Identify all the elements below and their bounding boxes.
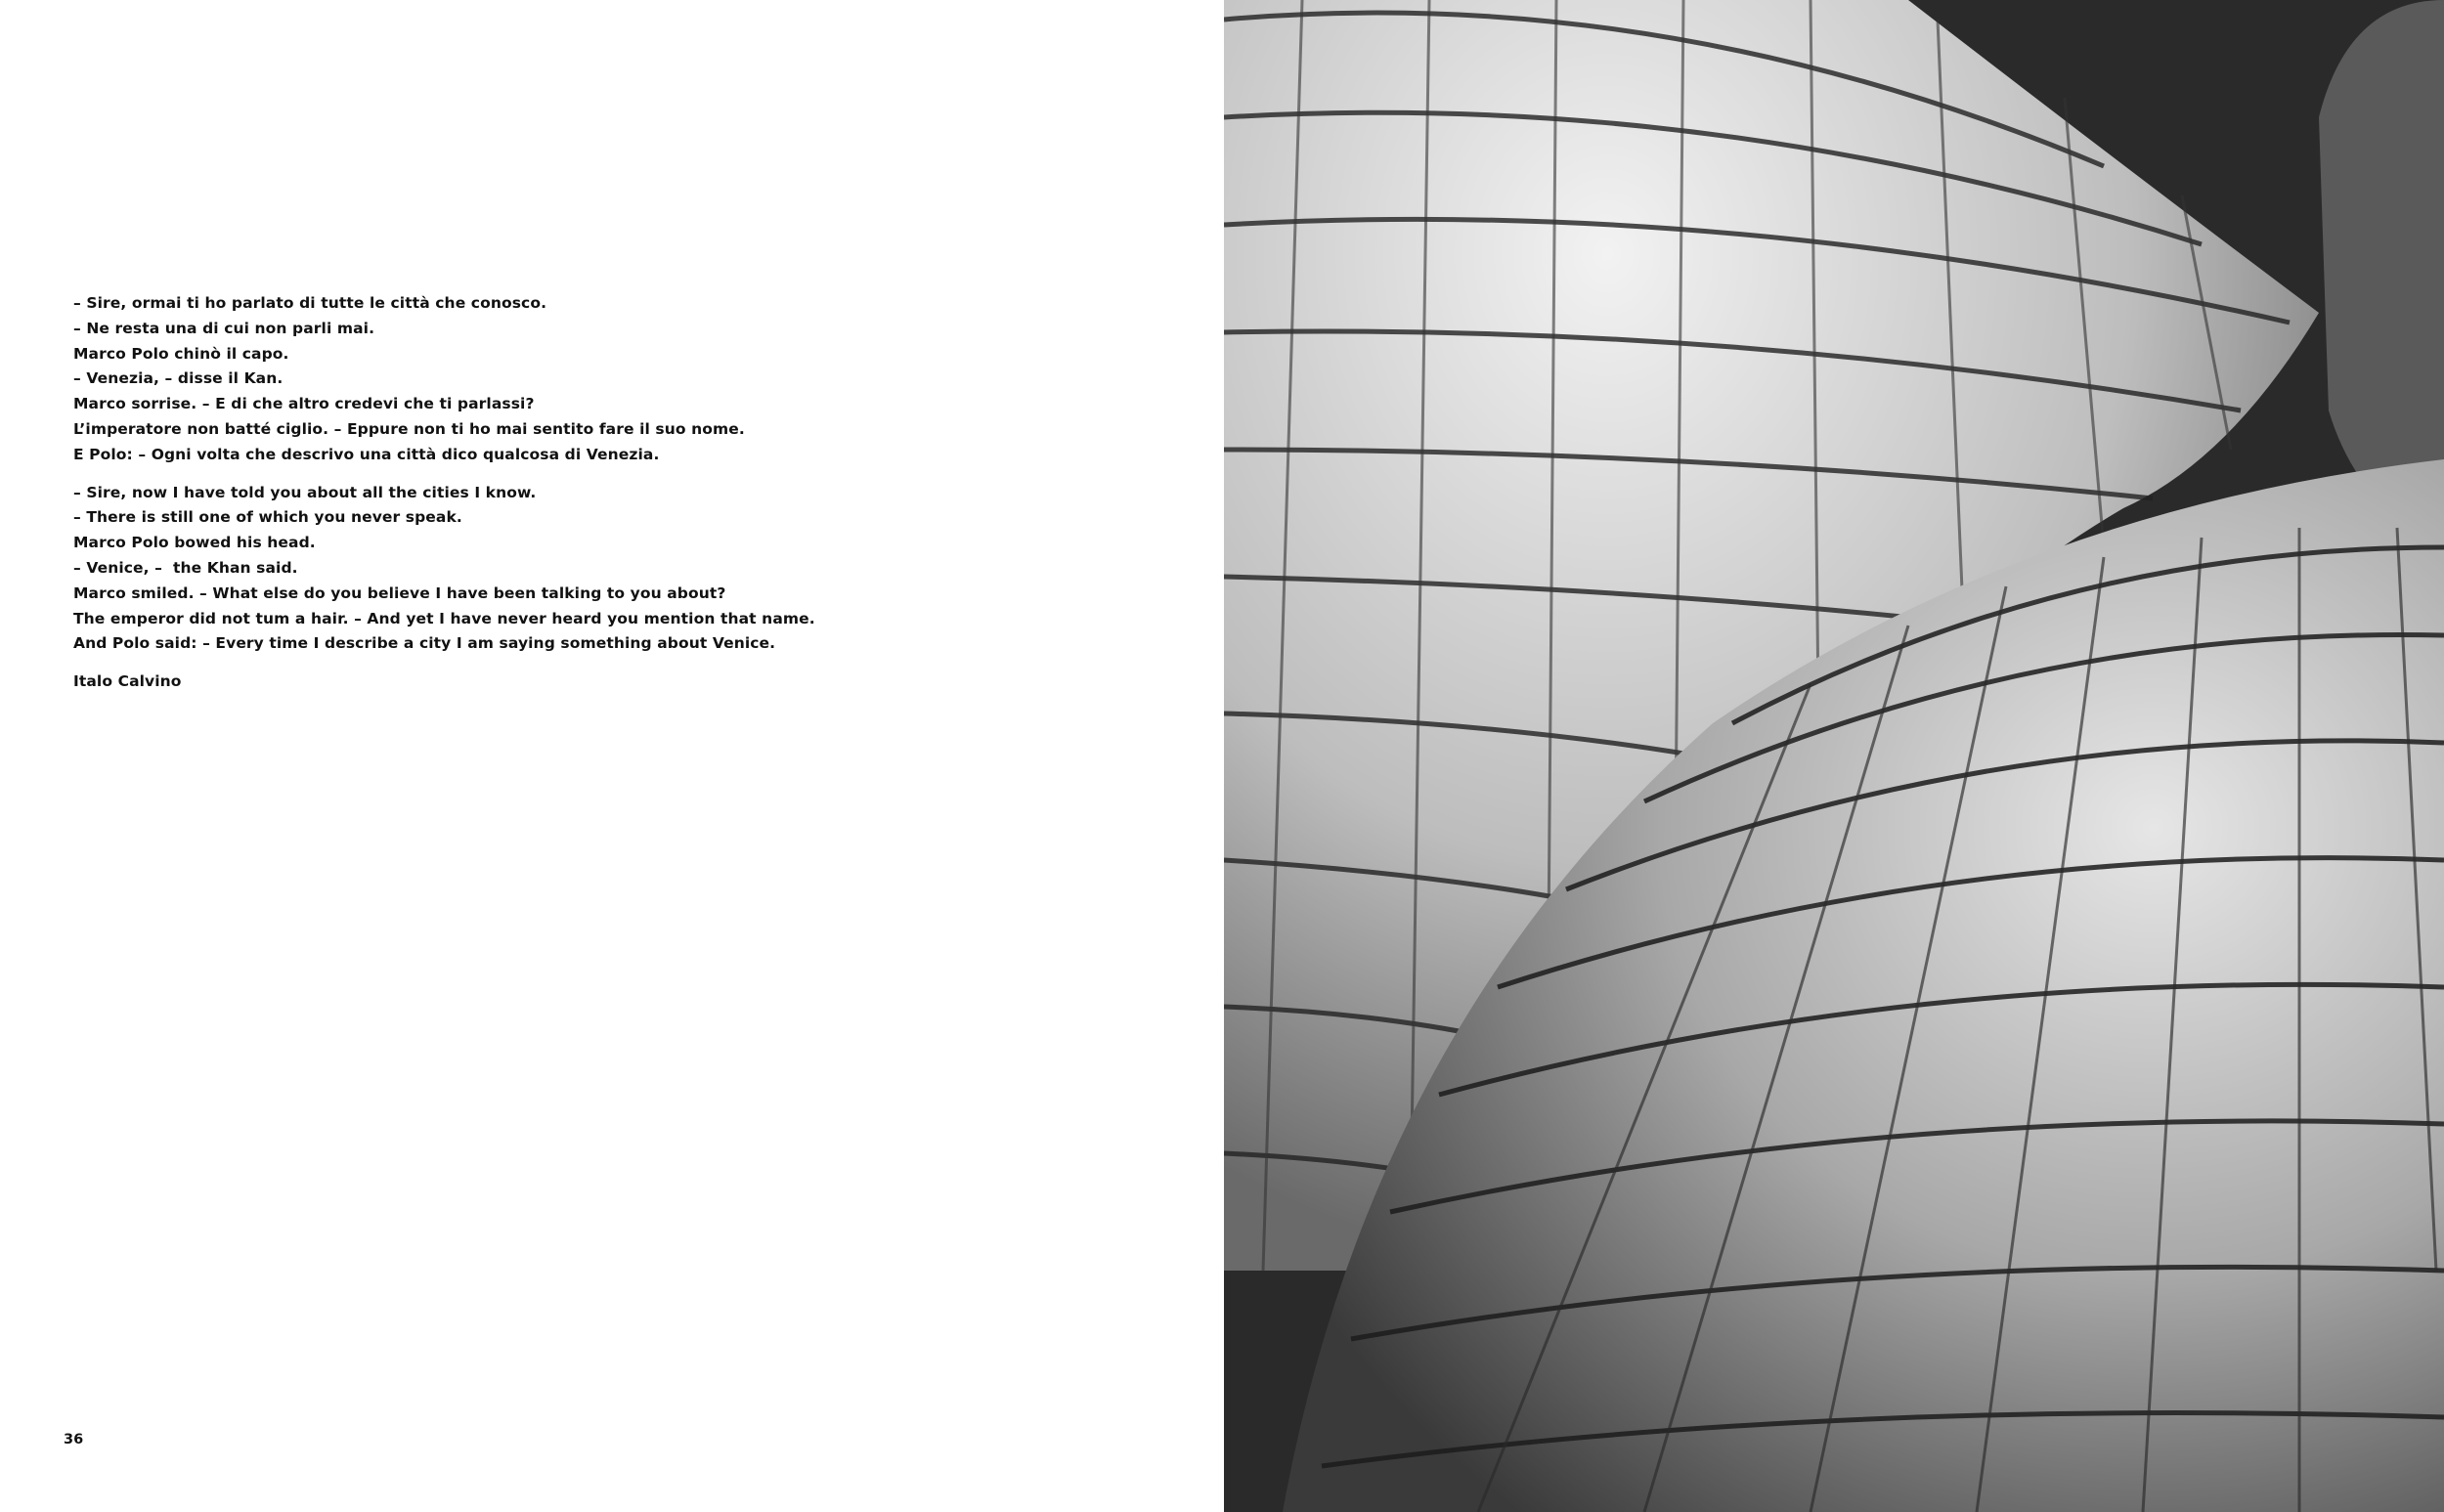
poem-line: – Sire, ormai ti ho parlato di tutte le città che conosco. xyxy=(73,294,547,312)
poem-line: – There is still one of which you never speak. xyxy=(73,508,462,527)
poem-text xyxy=(73,291,1149,695)
poem-line: The emperor did not tum a hair. – And yet I have never heard you mention that name. xyxy=(73,609,815,627)
poem-line: – Venice, – the Khan said. xyxy=(73,558,298,577)
page-number: 36 xyxy=(64,1432,84,1447)
photo-domes-icon xyxy=(1224,0,2444,1512)
poem-line: L’imperatore non batté ciglio. – Eppure non ti ho mai sentito fare il suo nome. xyxy=(73,419,745,438)
poem-line: And Polo said: – Every time I describe a city I am saying something about Venice. xyxy=(73,634,776,653)
poem-line: – Ne resta una di cui non parli mai. xyxy=(73,319,375,337)
english-stanza xyxy=(73,481,1149,658)
poem-line: Marco smiled. – What else do you believe I have been talking to you about? xyxy=(73,583,726,602)
poem-line: – Sire, now I have told you about all the cities I know. xyxy=(73,483,537,501)
poem-line: Marco Polo chinò il capo. xyxy=(73,344,289,363)
poem-line: – Venezia, – disse il Kan. xyxy=(73,369,284,388)
poem-line: Marco sorrise. – E di che altro credevi che ti parlassi? xyxy=(73,395,535,413)
poem-line: Marco Polo bowed his head. xyxy=(73,534,316,552)
poem-line: E Polo: – Ogni volta che descrivo una città dico qualcosa di Venezia. xyxy=(73,445,660,463)
author-name: Italo Calvino xyxy=(73,672,182,691)
dome-photograph xyxy=(1224,0,2444,1512)
italian-stanza xyxy=(73,291,1149,468)
